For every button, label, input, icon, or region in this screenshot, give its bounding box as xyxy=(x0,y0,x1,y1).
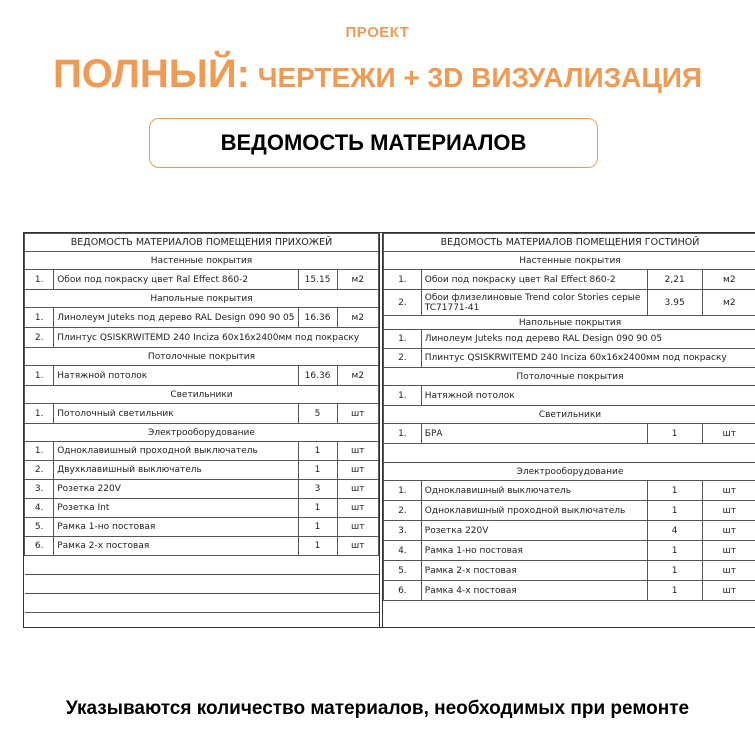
table-row: 1. Линолеум Juteks под дерево RAL Design 090 90 05 16.36 м2 xyxy=(25,308,379,328)
table-row: 1. Линолеум Juteks под дерево RAL Design 090 90 05 xyxy=(384,330,755,349)
table-row: 5. Рамка 2-х постовая 1 шт xyxy=(384,561,755,581)
section-title: Электрооборудование xyxy=(384,463,755,481)
table-row: 6. Рамка 2-х постовая 1 шт xyxy=(25,537,379,556)
table-row: 1. БРА 1 шт xyxy=(384,424,755,444)
section-title: Настенные покрытия xyxy=(384,252,755,270)
table-row: 4. Рамка 1-но постовая 1 шт xyxy=(384,541,755,561)
table-title: ВЕДОМОСТЬ МАТЕРИАЛОВ ПОМЕЩЕНИЯ ПРИХОЖЕЙ xyxy=(25,234,379,252)
section-title: Светильники xyxy=(384,406,755,424)
section-title: Потолочные покрытия xyxy=(25,348,379,366)
table-row: 2. Одноклавишный проходной выключатель 1 шт xyxy=(384,501,755,521)
empty-row xyxy=(25,556,379,575)
title-box: ВЕДОМОСТЬ МАТЕРИАЛОВ xyxy=(149,118,598,168)
table-row: 1. Потолочный светильник 5 шт xyxy=(25,404,379,424)
table-row: 1. Обои под покраску цвет Ral Effect 860-2 2,21 м2 xyxy=(384,270,755,290)
section-title: Потолочные покрытия xyxy=(384,368,755,386)
table-row: 1. Одноклавишный выключатель 1 шт xyxy=(384,481,755,501)
table-row: 1. Обои под покраску цвет Ral Effect 860-2 15.15 м2 xyxy=(25,270,379,290)
section-title: Светильники xyxy=(25,386,379,404)
headline-main: ПОЛНЫЙ: xyxy=(52,52,250,96)
table-row: 2. Двухклавишный выключатель 1 шт xyxy=(25,461,379,480)
section-title: Настенные покрытия xyxy=(25,252,379,270)
footer-caption: Указываются количество материалов, необходимых при ремонте xyxy=(65,698,690,719)
empty-row xyxy=(384,444,755,463)
hallway-table xyxy=(24,233,379,613)
materials-sheet xyxy=(23,232,755,628)
table-row: 2. Плинтус QSISKRWITEMD 240 Inciza 60х16х2400мм под покраску xyxy=(25,328,379,348)
table-row: 3. Розетка 220V 3 шт xyxy=(25,480,379,499)
table-row: 1. Натяжной потолок 16.36 м2 xyxy=(25,366,379,386)
table-row: 2. Обои флизелиновые Trend color Stories серые TC71771-41 3.95 м2 xyxy=(384,290,755,316)
living-room-table xyxy=(383,233,755,601)
section-title: Электрооборудование xyxy=(25,424,379,442)
table-row: 6. Рамка 4-х постовая 1 шт xyxy=(384,581,755,601)
section-title: Напольные покрытия xyxy=(25,290,379,308)
headline xyxy=(0,52,755,97)
table-row: 2. Плинтус QSISKRWITEMD 240 Inciza 60х16х2400мм под покраску xyxy=(384,349,755,368)
empty-row xyxy=(25,575,379,594)
headline-sub: ЧЕРТЕЖИ + 3D ВИЗУАЛИЗАЦИЯ xyxy=(250,62,703,93)
project-label: ПРОЕКТ xyxy=(345,24,410,41)
table-row: 1. Натяжной потолок xyxy=(384,386,755,406)
table-row: 5. Рамка 1-но постовая 1 шт xyxy=(25,518,379,537)
section-title: Напольные покрытия xyxy=(384,316,755,330)
table-row: 4. Розетка Int 1 шт xyxy=(25,499,379,518)
table-row: 1. Одноклавишный проходной выключатель 1 шт xyxy=(25,442,379,461)
empty-row xyxy=(25,594,379,613)
table-row: 3. Розетка 220V 4 шт xyxy=(384,521,755,541)
table-title: ВЕДОМОСТЬ МАТЕРИАЛОВ ПОМЕЩЕНИЯ ГОСТИНОЙ xyxy=(384,234,755,252)
